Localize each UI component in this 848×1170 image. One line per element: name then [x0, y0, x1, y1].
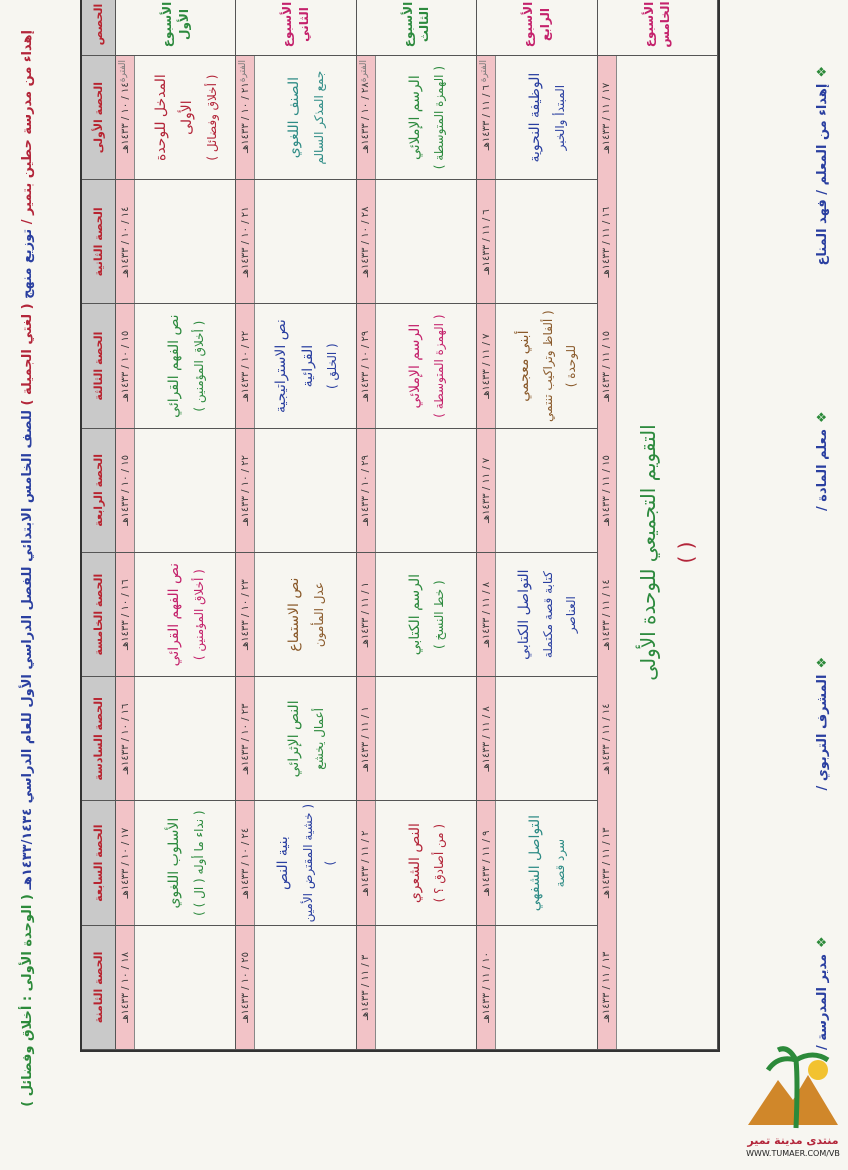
- lesson-cell: [357, 180, 477, 304]
- date-label: ١٤ / ١٠ / ١٤٣٣هـ: [116, 180, 135, 303]
- lesson-text: [258, 182, 353, 301]
- lesson-subtitle: أعمال يخشع: [311, 707, 326, 770]
- period-label: الفترة: [358, 60, 369, 83]
- lesson-text: [499, 307, 594, 426]
- lesson-cell: [477, 305, 597, 429]
- lesson-cell: [236, 180, 356, 304]
- page-footer: [808, 60, 836, 1050]
- week-label: الأسبوع الرابع: [477, 0, 597, 56]
- date-label: ١٤ / ١١ / ١٤٣٣هـ: [601, 703, 613, 775]
- lesson-text: [379, 182, 474, 301]
- lesson-cell: [116, 305, 236, 429]
- lesson-text: [499, 804, 594, 923]
- lesson-subtitle: ( ألفاظ وتراكيب تنتمي للوحدة ): [541, 310, 579, 422]
- date-label: ٢٣ / ١٠ / ١٤٣٣هـ: [236, 553, 255, 676]
- merged-title: التقويم التجميعي للوحدة الأولى: [636, 424, 661, 681]
- lesson-cell: [357, 429, 477, 553]
- logo-name: منتدى مدينة تمير: [747, 1134, 839, 1147]
- lesson-text: [499, 555, 594, 674]
- lesson-cell: [357, 305, 477, 429]
- date-label: ٢١ / ١٠ / ١٤٣٣هـ: [236, 56, 255, 179]
- lesson-text: [258, 58, 353, 177]
- lesson-cell: [116, 56, 236, 180]
- lesson-text: [258, 555, 353, 674]
- lesson-cell: [477, 802, 597, 926]
- lesson-text: [499, 679, 594, 798]
- week-label: الأسبوع الثالث: [357, 0, 477, 56]
- lesson-cell: [116, 180, 236, 304]
- date-label: ٢٣ / ١٠ / ١٤٣٣هـ: [236, 677, 255, 800]
- column-header-p7: الحصة السابعة: [82, 802, 116, 926]
- lesson-text: [379, 307, 474, 426]
- date-label: ٧ / ١١ / ١٤٣٣هـ: [477, 429, 496, 552]
- lesson-cell: [236, 926, 356, 1050]
- lesson-text: [379, 804, 474, 923]
- lesson-cell: [477, 553, 597, 677]
- lesson-cell: [477, 926, 597, 1050]
- lesson-cell: [236, 429, 356, 553]
- lesson-text: [138, 679, 233, 798]
- lesson-text: [379, 928, 474, 1047]
- lesson-subtitle: ( الهمزة المتوسطة ): [432, 65, 447, 170]
- date-label: ١٦ / ١٠ / ١٤٣٣هـ: [116, 677, 135, 800]
- lesson-cell: [357, 56, 477, 180]
- lesson-subtitle: المبتدأ والخبر: [552, 84, 567, 151]
- date-label: ١٥ / ١١ / ١٤٣٣هـ: [601, 455, 613, 526]
- date-label: ٢٤ / ١٠ / ١٤٣٣هـ: [236, 802, 255, 925]
- lesson-subtitle: كتابة قصة مكتملة العناصر: [541, 571, 579, 659]
- date-label: ٢٩ / ١٠ / ١٤٣٣هـ: [357, 305, 376, 428]
- date-label: ١٣ / ١١ / ١٤٣٣هـ: [601, 827, 613, 899]
- date-label: ٢٩ / ١٠ / ١٤٣٣هـ: [357, 429, 376, 552]
- date-label: ١٧ / ١٠ / ١٤٣٣هـ: [116, 802, 135, 925]
- lesson-text: [138, 431, 233, 550]
- date-label: ٨ / ١١ / ١٤٣٣هـ: [477, 677, 496, 800]
- unit-assessment-cell: [598, 56, 718, 1050]
- lesson-subtitle: ( خشية المقترض الأمين ): [300, 803, 338, 923]
- lesson-title: التواصل الكتابي: [515, 569, 532, 660]
- column-header-p3: الحصة الثالثة: [82, 305, 116, 429]
- merged-note: ( ): [674, 541, 699, 564]
- lesson-text: [138, 804, 233, 923]
- lesson-title: النص الإثرائي: [286, 700, 303, 778]
- header-title: توزيع منهج: [20, 228, 35, 299]
- lesson-text: [379, 679, 474, 798]
- footer-teacher: ❖إهداء من المعلم / فهد المناع: [814, 66, 830, 266]
- date-row: [598, 56, 617, 1049]
- lesson-title: نص الفهم القرائي: [166, 314, 182, 418]
- footer-subject-teacher: ❖معلم المادة /: [814, 411, 830, 511]
- lesson-subtitle: عدل المأمون: [311, 582, 326, 648]
- date-label: ١٣ / ١١ / ١٤٣٣هـ: [601, 951, 613, 1023]
- lesson-title: أبني معجمي: [515, 330, 532, 402]
- lesson-subtitle: ( الخلق ): [325, 343, 340, 389]
- week-label: الأسبوع الثاني: [236, 0, 356, 56]
- week-label: الأسبوع الخامس: [598, 0, 718, 56]
- date-label: ١ / ١١ / ١٤٣٣هـ: [357, 677, 376, 800]
- page-header: [10, 30, 46, 1110]
- date-label: ٣ / ١١ / ١٤٣٣هـ: [357, 926, 376, 1049]
- lesson-subtitle: ( أخلاق المؤمنين ): [191, 569, 206, 661]
- date-label: ٢ / ١١ / ١٤٣٣هـ: [357, 802, 376, 925]
- lesson-text: [258, 307, 353, 426]
- lesson-text: [499, 928, 594, 1047]
- lesson-text: [138, 182, 233, 301]
- footer-supervisor: ❖المشرف التربوي /: [814, 656, 830, 791]
- lesson-title: بنية النص: [275, 836, 291, 891]
- header-book: ( لغتي الجميلة ): [20, 303, 35, 406]
- lesson-cell: [116, 926, 236, 1050]
- lesson-cell: [477, 429, 597, 553]
- date-label: ٨ / ١١ / ١٤٣٣هـ: [477, 553, 496, 676]
- lesson-text: [499, 182, 594, 301]
- date-label: ١٠ / ١١ / ١٤٣٣هـ: [477, 926, 496, 1049]
- lesson-title: الصنف اللغوي: [286, 77, 303, 159]
- lesson-subtitle: سرد قصة: [552, 838, 567, 888]
- column-header-p6: الحصة السادسة: [82, 677, 116, 801]
- date-label: ١٤ / ١٠ / ١٤٣٣هـ: [116, 56, 135, 179]
- lesson-cell: [236, 802, 356, 926]
- lesson-subtitle: ( أخلاق المؤمنين ): [191, 320, 206, 412]
- lesson-cell: [357, 553, 477, 677]
- lesson-text: [138, 58, 233, 177]
- lesson-text: [258, 928, 353, 1047]
- lesson-text: [379, 58, 474, 177]
- lesson-cell: [357, 926, 477, 1050]
- lesson-cell: [357, 677, 477, 801]
- logo-url: WWW.TUMAER.COM/VB: [746, 1149, 840, 1158]
- column-header-p5: الحصة الخامسة: [82, 553, 116, 677]
- lesson-cell: [477, 677, 597, 801]
- date-label: ٦ / ١١ / ١٤٣٣هـ: [477, 56, 496, 179]
- lesson-title: المدخل للوحدة الأولى: [152, 74, 196, 162]
- lesson-text: [258, 804, 353, 923]
- date-label: ١٨ / ١٠ / ١٤٣٣هـ: [116, 926, 135, 1049]
- column-header-p2: الحصة الثانية: [82, 180, 116, 304]
- lesson-cell: [236, 677, 356, 801]
- lesson-cell: [236, 553, 356, 677]
- header-gift: إهداء من مدرسة حطين بتمير /: [20, 30, 35, 225]
- date-label: ٢٨ / ١٠ / ١٤٣٣هـ: [357, 56, 376, 179]
- forum-logo: [738, 1040, 848, 1160]
- lesson-text: [499, 431, 594, 550]
- date-label: ٢٢ / ١٠ / ١٤٣٣هـ: [236, 429, 255, 552]
- lesson-title: الرسم الكتابي: [406, 573, 423, 656]
- period-label: الفترة: [479, 60, 490, 83]
- date-label: ٧ / ١١ / ١٤٣٣هـ: [477, 305, 496, 428]
- lesson-subtitle: ( الهمزة المتوسطة ): [432, 314, 447, 418]
- lesson-cell: [477, 180, 597, 304]
- date-label: ٩ / ١١ / ١٤٣٣هـ: [477, 802, 496, 925]
- lesson-title: الأسلوب اللغوي: [166, 817, 182, 909]
- lesson-title: الرسم الإملائي: [406, 75, 423, 160]
- lesson-cell: [236, 305, 356, 429]
- period-label: الفترة: [118, 60, 128, 83]
- lesson-subtitle: ( أخلاق وفضائل ): [204, 74, 219, 161]
- date-label: ١٤ / ١١ / ١٤٣٣هـ: [601, 579, 613, 650]
- date-label: ١٦ / ١٠ / ١٤٣٣هـ: [116, 553, 135, 676]
- date-label: ١٥ / ١١ / ١٤٣٣هـ: [601, 330, 613, 402]
- date-label: ٢٥ / ١٠ / ١٤٣٣هـ: [236, 926, 255, 1049]
- column-header-p4: الحصة الرابعة: [82, 429, 116, 553]
- date-label: ٢١ / ١٠ / ١٤٣٣هـ: [236, 180, 255, 303]
- lesson-cell: [236, 56, 356, 180]
- lesson-subtitle: ( نداء ما أوله ( ال ) ): [191, 810, 206, 916]
- lesson-text: [499, 58, 594, 177]
- lesson-text: [258, 679, 353, 798]
- date-label: ٢٢ / ١٠ / ١٤٣٣هـ: [236, 305, 255, 428]
- lesson-title: الرسم الإملائي: [406, 323, 423, 409]
- lesson-title: نص الاستماع: [286, 577, 303, 652]
- column-header-p1: الحصة الأولى: [82, 56, 116, 180]
- header-class: للصف الخامس الابتدائي للفصل الدراسي الأول للعام الدراسي ١٤٣٣/١٤٣٤هـ: [20, 410, 35, 890]
- lesson-cell: [357, 802, 477, 926]
- lesson-cell: [116, 553, 236, 677]
- date-label: ١٥ / ١٠ / ١٤٣٣هـ: [116, 429, 135, 552]
- lesson-title: التواصل الشفهي: [527, 814, 544, 912]
- lesson-subtitle: ( من أصادق ؟ ): [432, 823, 447, 903]
- lesson-cell: [477, 56, 597, 180]
- lesson-title: نص الفهم القرائي: [166, 562, 182, 667]
- date-label: ٦ / ١١ / ١٤٣٣هـ: [477, 180, 496, 303]
- lesson-subtitle: جمع المذكر السالم: [311, 70, 326, 165]
- period-label: الفترة: [238, 60, 249, 83]
- column-header-corner: الحصص: [82, 0, 116, 56]
- lesson-cell: [116, 802, 236, 926]
- date-label: ١٥ / ١٠ / ١٤٣٣هـ: [116, 305, 135, 428]
- schedule-table: [80, 0, 720, 1052]
- column-header-p8: الحصة الثامنة: [82, 926, 116, 1050]
- lesson-title: نص الاستراتيجية القرائية: [273, 319, 316, 414]
- lesson-subtitle: ( خط النسخ ): [432, 580, 447, 649]
- lesson-text: [138, 555, 233, 674]
- date-label: ٢٨ / ١٠ / ١٤٣٣هـ: [357, 180, 376, 303]
- lesson-title: النص الشعري: [406, 823, 423, 904]
- footer-principal: ❖مدير المدرسة /: [814, 936, 830, 1050]
- date-label: ١ / ١١ / ١٤٣٣هـ: [357, 553, 376, 676]
- lesson-text: [258, 431, 353, 550]
- header-unit: ( الوحدة الأولى : أخلاق وفضائل ): [20, 894, 35, 1107]
- date-label: ١٧ / ١١ / ١٤٣٣هـ: [601, 82, 613, 154]
- lesson-title: الوظيفة النحوية: [527, 72, 544, 163]
- lesson-cell: [116, 429, 236, 553]
- lesson-cell: [116, 677, 236, 801]
- week-label: الأسبوع الأول: [116, 0, 236, 56]
- lesson-text: [379, 555, 474, 674]
- date-label: ١٦ / ١١ / ١٤٣٣هـ: [601, 206, 613, 278]
- lesson-title: [620, 58, 715, 1047]
- lesson-text: [138, 928, 233, 1047]
- lesson-text: [138, 307, 233, 426]
- lesson-text: [379, 431, 474, 550]
